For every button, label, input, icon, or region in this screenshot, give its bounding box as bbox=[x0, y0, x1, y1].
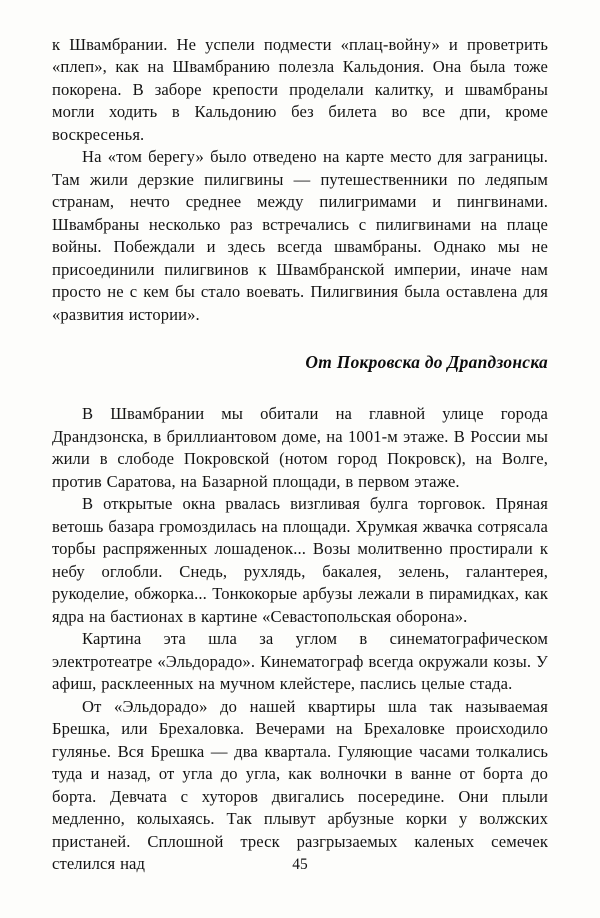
paragraph: к Швамбрании. Не успели подмести «плац-войну» и проветрить «плеп», как на Швамбранию полезла Кальдония. Она была тоже покорена. В заборе крепости проделали калитку, и швамбраны могли ходить в Кальдонию без билета во все дпи, кроме воскресенья. bbox=[52, 35, 548, 144]
section-heading: От Покровска до Драпдзонска bbox=[305, 352, 548, 373]
paragraph: От «Эльдорадо» до нашей квартиры шла так называемая Брешка, или Брехаловка. Вечерами на Брехаловке происходило гулянье. Вся Брешка — два квартала. Гуляющие часами толкались туда и назад, от угла до угла, как волночки в ванне от борта до борта. Девчата с хуторов двигались посередине. Они плыли медленно, колыхаясь. Так плывут арбузные корки у волжских пристаней. Сплошной треск разгрызаемых каленых семечек стелился над bbox=[52, 696, 548, 873]
page-number: 45 bbox=[292, 856, 308, 873]
paragraph: В открытые окна рвалась визгливая булга торговок. Пряная ветошь базара громоздилась на площади. Хрумкая жвачка сотрясала торбы распряженных лошаденок... Возы молитвенно простирали к небу оглобли. Снедь, рухлядь, бакалея, зелень, галантерея, рукоделие, обжорка... Тонкокорые арбузы лежали в пирамидках, как ядра на бастионах в картине «Севастопольская оборона». bbox=[52, 494, 548, 626]
page-text-column bbox=[52, 34, 548, 875]
paragraph: В Швамбрании мы обитали на главной улице города Драндзонска, в бриллиантовом доме, на 1001-м этаже. В России мы жили в слободе Покровской (нотом город Покровск), на Волге, против Саратова, на Базарной площади, в первом этаже. bbox=[52, 404, 548, 491]
paragraph: Картина эта шла за углом в синематографическом электротеатре «Эльдорадо». Кинематограф всегда окружали козы. У афиш, расклеенных на мучном клейстере, паслись целые стада. bbox=[52, 629, 548, 694]
paragraph: На «том берегу» было отведено на карте место для заграницы. Там жили дерзкие пилигвины — путешественники по ледяпым странам, нечто среднее между пилигримами и пингвинами. Швамбраны несколько раз встречались с пилигвинами на плаце войны. Побеждали и здесь всегда швамбраны. Однако мы не присоединили пилигвинов к Швамбранской империи, иначе нам просто не с кем бы стало воевать. Пилигвиния была оставлена для «развития истории». bbox=[52, 147, 548, 324]
